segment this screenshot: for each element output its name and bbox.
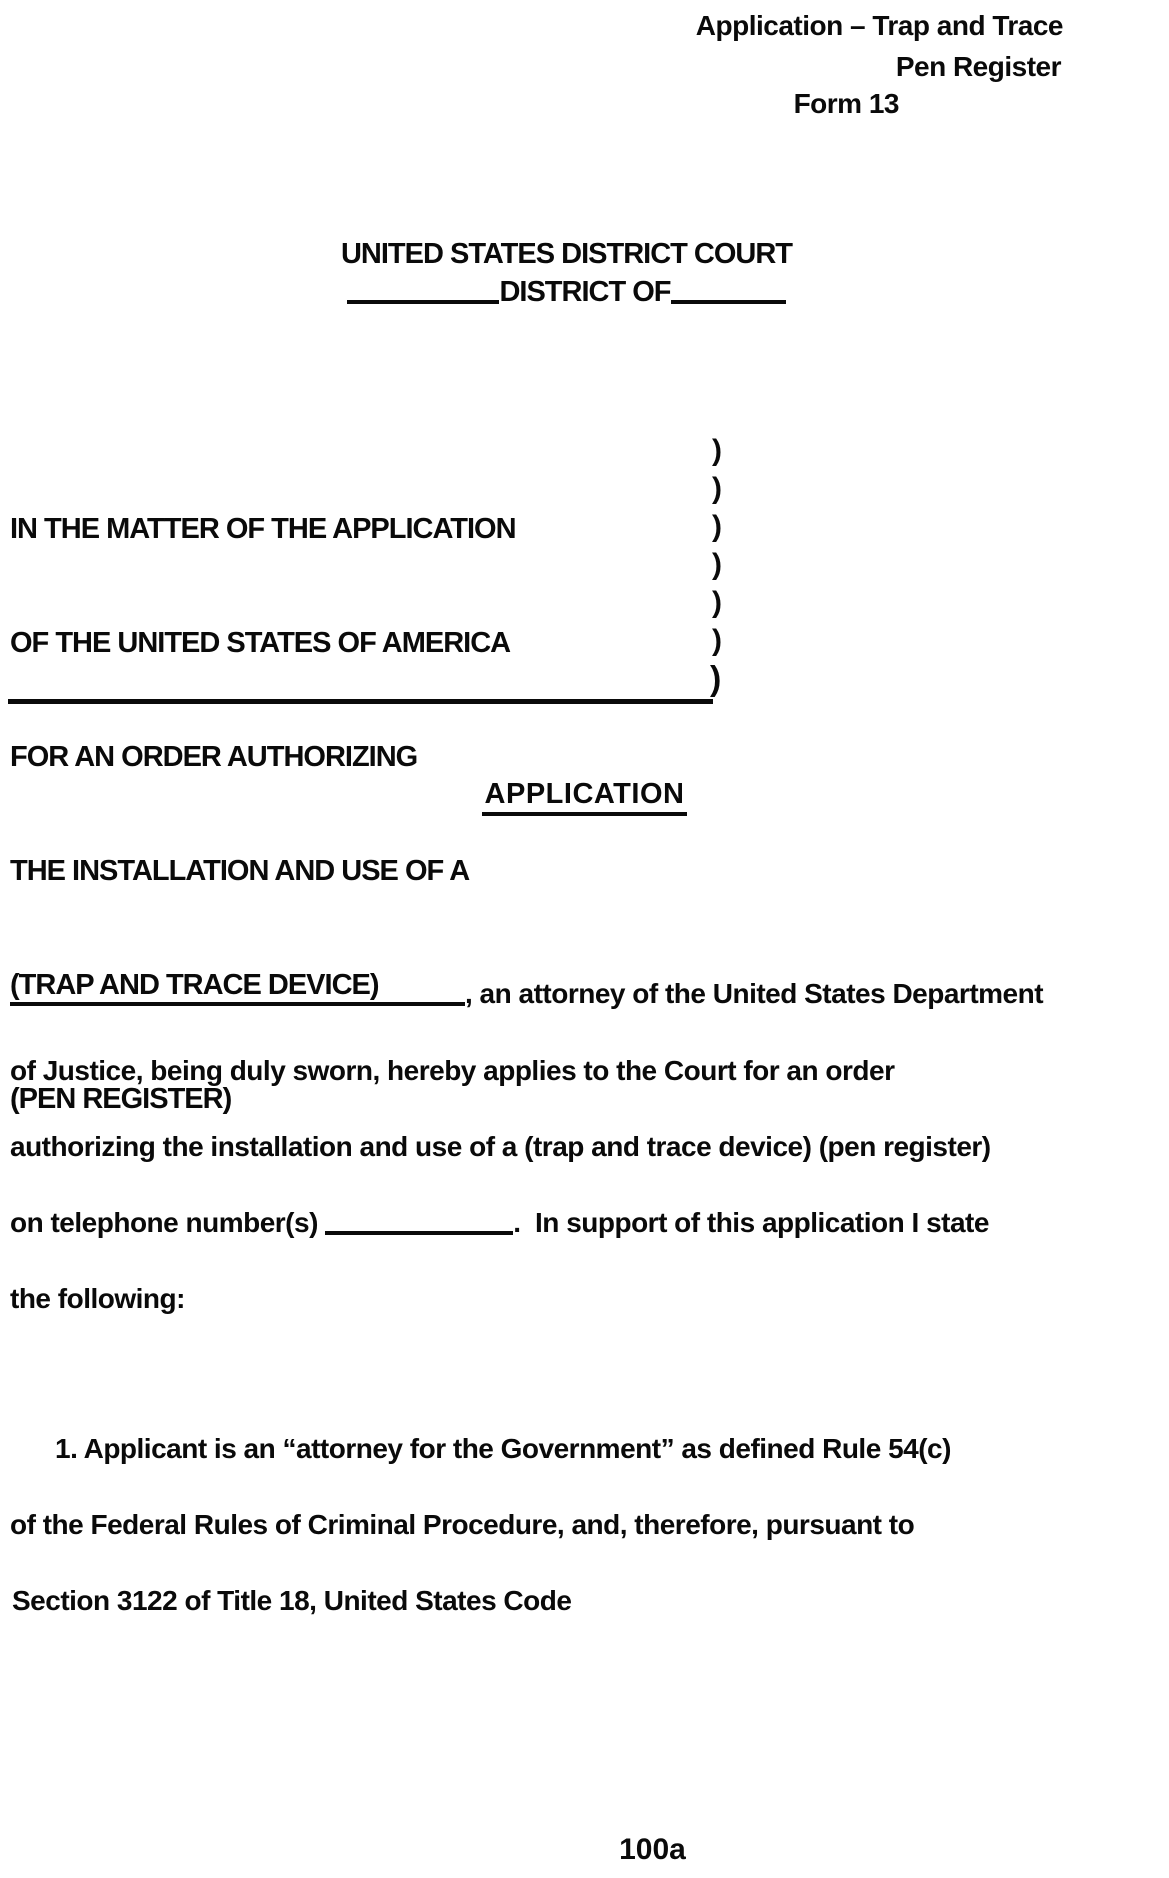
caption-line-3: FOR AN ORDER AUTHORIZING <box>10 741 418 773</box>
caption-rule-paren: ) <box>710 660 722 698</box>
caption-line-4: THE INSTALLATION AND USE OF A <box>10 855 470 887</box>
body-line-5: the following: <box>10 1283 185 1314</box>
body-line-1 <box>10 978 1043 1010</box>
paragraph-1-line-1: 1. Applicant is an “attorney for the Government” as defined Rule 54(c) <box>55 1433 951 1464</box>
caption-paren-5: ) <box>712 586 722 619</box>
body-line-4-before: on telephone number(s) <box>10 1207 326 1238</box>
caption-rule <box>8 699 713 704</box>
form-type-line-1: Application – Trap and Trace <box>695 10 1063 41</box>
district-blank-right <box>671 300 786 304</box>
caption-paren-6: ) <box>712 624 722 657</box>
district-blank-left <box>347 300 499 304</box>
applicant-name-blank <box>10 1002 465 1006</box>
court-title: UNITED STATES DISTRICT COURT <box>340 238 793 270</box>
district-label: DISTRICT OF <box>499 276 671 308</box>
paragraph-1-line-3: Section 3122 of Title 18, United States Code <box>12 1585 572 1616</box>
body-line-2: of Justice, being duly sworn, hereby applies to the Court for an order <box>10 1055 895 1086</box>
form-type-line-2: Pen Register <box>895 51 1061 82</box>
form-number: Form 13 <box>793 88 899 119</box>
paragraph-1-line-2: of the Federal Rules of Criminal Procedure, and, therefore, pursuant to <box>10 1509 915 1540</box>
application-heading: APPLICATION <box>482 778 688 816</box>
body-line-4 <box>10 1207 989 1239</box>
caption-line-5: (TRAP AND TRACE DEVICE) <box>10 969 379 1001</box>
caption-line-6: (PEN REGISTER) <box>10 1083 232 1115</box>
caption-line-2: OF THE UNITED STATES OF AMERICA <box>10 627 511 659</box>
caption-line-1: IN THE MATTER OF THE APPLICATION <box>10 513 516 545</box>
court-district-line <box>0 276 1151 309</box>
telephone-number-blank <box>325 1231 513 1235</box>
caption-paren-1: ) <box>712 434 722 467</box>
page-number: 100a <box>619 1833 686 1866</box>
caption-paren-3: ) <box>712 510 722 543</box>
body-line-4-after: . In support of this application I state <box>513 1207 989 1238</box>
body-line-3: authorizing the installation and use of a (trap and trace device) (pen register) <box>10 1131 991 1162</box>
caption-paren-2: ) <box>712 472 722 505</box>
body-line-1-text: , an attorney of the United States Department <box>465 978 1044 1009</box>
application-heading-wrap <box>0 778 1169 811</box>
caption-paren-4: ) <box>712 548 722 581</box>
